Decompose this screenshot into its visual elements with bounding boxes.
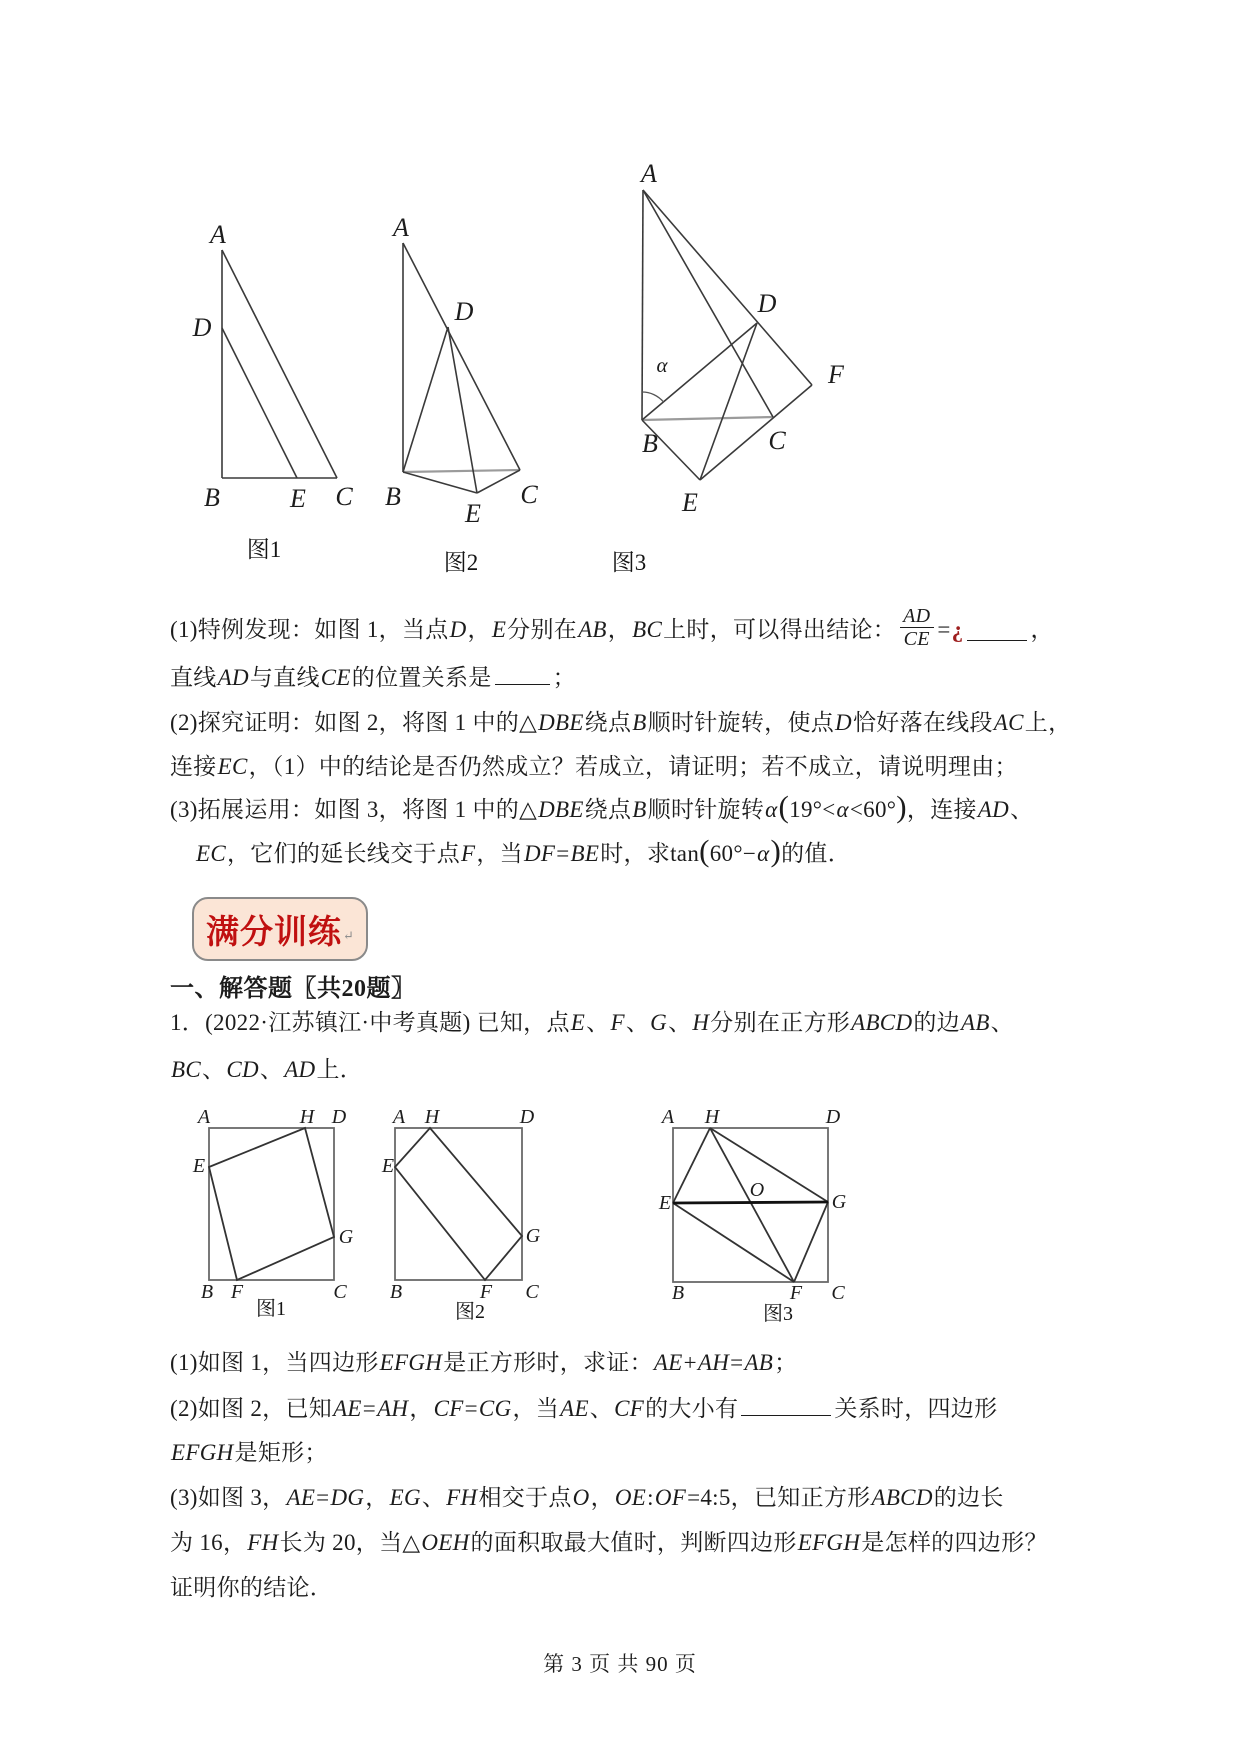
square-figures — [185, 1105, 855, 1330]
line-AB — [642, 190, 643, 420]
question1-part3-end: 证明你的结论． — [170, 1575, 334, 1600]
line-EG — [673, 1202, 828, 1203]
vertex-label-D: D — [192, 313, 212, 342]
square-figure-2 — [395, 1128, 522, 1280]
angle-arc-alpha — [642, 392, 664, 402]
vertex-label-D: D — [331, 1106, 347, 1128]
paragraph-explore-proof: (2)探究证明：如图 2，将图 1 中的△DBE绕点B顺时针旋转，使点D恰好落在线段AC上， — [170, 710, 1072, 735]
vertex-label-B: B — [642, 429, 658, 458]
triangle-figures — [150, 130, 890, 580]
figure-caption-3: 图3 — [611, 550, 647, 575]
triangle-figure-2 — [403, 243, 520, 493]
line-HF — [710, 1128, 794, 1282]
vertex-label-G: G — [338, 1226, 354, 1248]
section-title: 一、解答题〖共20题〗 — [170, 976, 416, 1002]
vertex-label-G: G — [831, 1191, 847, 1213]
vertex-label-H: H — [424, 1106, 440, 1128]
vertex-label-F: F — [789, 1282, 803, 1304]
triangle-figure-3 — [642, 190, 812, 480]
vertex-label-O: O — [749, 1179, 765, 1201]
square-ABCD — [395, 1128, 522, 1280]
vertex-label-E: E — [290, 484, 306, 513]
vertex-label-F: F — [828, 360, 844, 389]
line-BD — [403, 327, 448, 472]
badge-label: 满分训练 — [206, 914, 343, 951]
line-BC — [642, 417, 773, 420]
line-DE — [448, 327, 477, 493]
line-EC — [477, 470, 520, 493]
inner-quad-EHGF — [395, 1128, 522, 1280]
vertex-label-C: C — [831, 1282, 845, 1304]
line-EF — [673, 1203, 794, 1282]
vertex-label-C: C — [525, 1281, 539, 1303]
figure-caption-3: 图3 — [763, 1303, 793, 1325]
vertex-label-A: A — [210, 220, 226, 249]
square-ABCD — [209, 1128, 334, 1280]
line-BC — [403, 470, 520, 472]
vertex-label-D: D — [825, 1106, 841, 1128]
vertex-label-G: G — [525, 1225, 541, 1247]
line-FG — [794, 1202, 828, 1282]
paragraph-extension-2: EC，它们的延长线交于点F，当DF=BE时，求tan(60°−α)的值． — [196, 833, 852, 868]
question1-part1: (1)如图 1，当四边形EFGH是正方形时，求证：AE+AH=AB； — [170, 1350, 798, 1375]
figure-caption-1: 图1 — [256, 1298, 286, 1320]
figure-caption-2: 图2 — [455, 1301, 485, 1323]
square-figure-1 — [209, 1128, 334, 1280]
triangle-figure-1 — [222, 250, 337, 478]
vertex-label-E: E — [658, 1192, 672, 1214]
vertex-label-E: E — [465, 499, 481, 528]
question1-part3-cont: 为 16，FH长为 20，当△OEH的面积取最大值时，判断四边形EFGH是怎样的四边形？ — [170, 1530, 1048, 1555]
figure-caption-2: 图2 — [443, 550, 479, 575]
paragraph-special-discovery: (1)特例发现：如图 1，当点 D ， E 分别在 AB ， BC 上时，可以得出结论： $\frac{AD}{CE}$ = ¿ ， — [170, 604, 1054, 650]
full-score-training-badge — [192, 897, 368, 961]
vertex-label-A: A — [393, 213, 409, 242]
vertex-label-B: B — [389, 1281, 403, 1303]
vertex-label-A: A — [197, 1106, 211, 1128]
question1-intro-2: BC、CD、AD上． — [171, 1057, 364, 1082]
line-AC — [403, 243, 520, 470]
vertex-label-C: C — [768, 426, 786, 455]
paragraph-mark: ↵ — [343, 928, 354, 943]
vertex-label-D: D — [454, 297, 474, 326]
vertex-label-D: D — [757, 289, 777, 318]
vertex-label-B: B — [385, 482, 401, 511]
vertex-label-A: A — [661, 1106, 675, 1128]
paragraph-explore-proof-2: 连接EC，（1）中的结论是否仍然成立？若成立，请证明；若不成立，请说明理由； — [170, 754, 1018, 779]
vertex-label-C: C — [335, 482, 353, 511]
question1-part2-cont: EFGH是矩形； — [171, 1440, 328, 1465]
question1-part2: (2)如图 2，已知AE=AH，CF=CG，当AE、CF的大小有 关系时，四边形 — [170, 1393, 997, 1424]
vertex-label-E: E — [381, 1155, 395, 1177]
page-footer: 第 3 页 共 90 页 — [543, 1652, 697, 1676]
vertex-label-B: B — [671, 1282, 685, 1304]
vertex-label-D: D — [519, 1106, 535, 1128]
figure-caption-1: 图1 — [246, 537, 282, 562]
line-EH — [673, 1128, 710, 1203]
question1-part3: (3)如图 3，AE=DG，EG、FH相交于点O，OE:OF=4:5，已知正方形ABCD的边长 — [170, 1485, 1004, 1510]
inner-quad-EFGH — [209, 1128, 334, 1280]
line-AC — [643, 190, 773, 417]
square-figure-3 — [673, 1128, 828, 1282]
question1-intro: 1．(2022·江苏镇江·中考真题) 已知，点E、F、G、H分别在正方形ABCD的边AB、 — [170, 1010, 1014, 1035]
paragraph-line-relation: 直线AD与直线CE的位置关系是 ； — [170, 662, 576, 693]
vertex-label-F: F — [479, 1281, 493, 1303]
line-ADF — [643, 190, 812, 385]
vertex-label-A: A — [641, 159, 657, 188]
vertex-label-C: C — [333, 1281, 347, 1303]
line-DE — [222, 328, 297, 478]
line-BE — [403, 472, 477, 493]
vertex-label-C: C — [520, 480, 538, 509]
vertex-label-B: B — [200, 1281, 214, 1303]
vertex-label-H: H — [704, 1106, 720, 1128]
line-HG — [710, 1128, 828, 1202]
vertex-label-F: F — [230, 1281, 244, 1303]
vertex-label-E: E — [682, 488, 698, 517]
paragraph-extension: (3)拓展运用：如图 3，将图 1 中的△DBE绕点B顺时针旋转α(19°<α<60°)，连接AD、 — [170, 789, 1034, 824]
vertex-label-A: A — [392, 1106, 406, 1128]
vertex-label-E: E — [192, 1155, 206, 1177]
vertex-label-B: B — [204, 483, 220, 512]
angle-label-alpha: α — [656, 353, 668, 377]
vertex-label-H: H — [299, 1106, 315, 1128]
